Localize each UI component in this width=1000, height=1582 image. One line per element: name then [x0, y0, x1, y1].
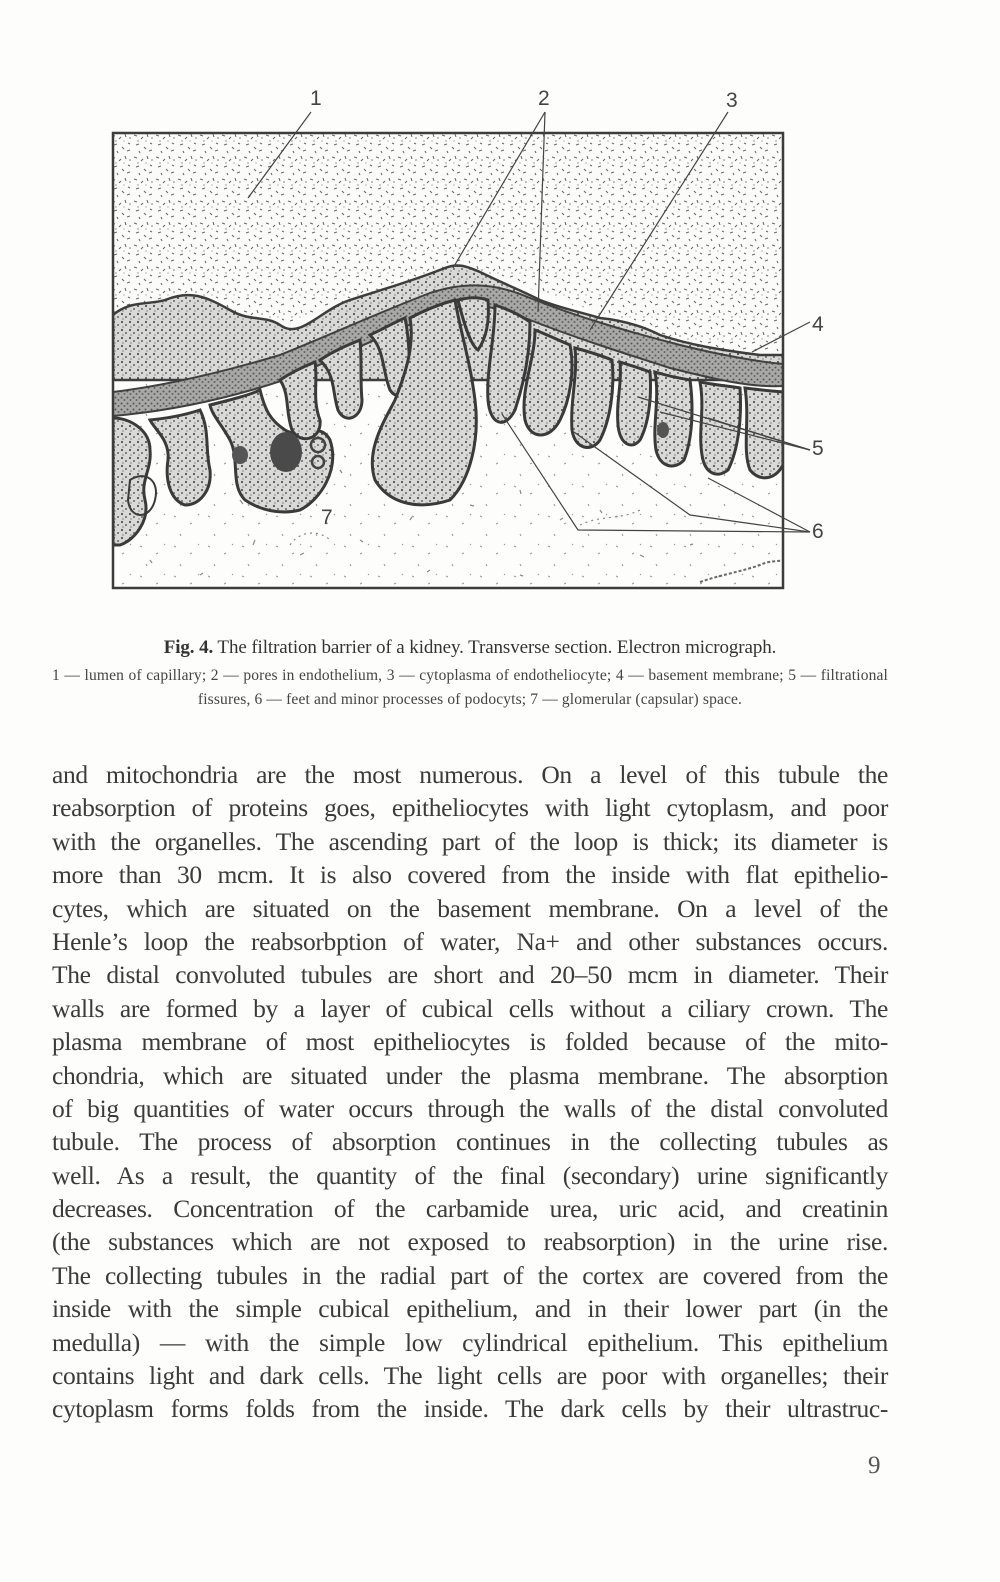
- caption-title: [52, 636, 888, 660]
- figure-4: [0, 0, 1000, 600]
- page-number: 9: [868, 1452, 881, 1479]
- figure-label-4: 4: [812, 313, 824, 336]
- figure-caption: [52, 636, 888, 711]
- figure-label-6: 6: [812, 520, 824, 543]
- text-line: plasma membrane of most epitheliocytes is folded because of the mito-: [52, 1027, 888, 1057]
- text-line: cytoplasm forms folds from the inside. The dark cells by their ultrastruc-: [52, 1394, 888, 1424]
- caption-legend: 1 — lumen of capillary; 2 — pores in endothelium, 3 — cytoplasma of endotheliocyte; 4 — basement membrane; 5 — filtrational fissures, 6 — feet and minor processes of podocyts; 7 — glomerular (capsular) space.: [52, 667, 888, 708]
- text-line: and mitochondria are the most numerous. On a level of this tubule the: [52, 760, 888, 789]
- text-line: reabsorption of proteins goes, epitheliocytes with light cytoplasm, and poor: [52, 793, 888, 823]
- figure-label-1: 1: [310, 87, 322, 110]
- text-line: tubule. The process of absorption continues in the collecting tubules as: [52, 1127, 888, 1157]
- text-line: medulla) — with the simple low cylindrical epithelium. This epithelium: [52, 1327, 888, 1357]
- text-line: well. As a result, the quantity of the final (secondary) urine significantly: [52, 1160, 888, 1190]
- figure-label-3: 3: [726, 89, 738, 112]
- text-line: (the substances which are not exposed to reabsorption) in the urine rise.: [52, 1227, 888, 1257]
- text-line: chondria, which are situated under the plasma membrane. The absorption: [52, 1060, 888, 1090]
- text-line: more than 30 mcm. It is also covered from the inside with flat epithelio-: [52, 860, 888, 890]
- text-line: walls are formed by a layer of cubical cells without a ciliary crown. The: [52, 993, 888, 1023]
- caption-title-text: The filtration barrier of a kidney. Transverse section. Electron micrograph.: [213, 637, 777, 658]
- text-line: The distal convoluted tubules are short and 20–50 mcm in diameter. Their: [52, 960, 888, 990]
- body-paragraph: [52, 758, 888, 1426]
- figure-label-5: 5: [812, 437, 824, 460]
- text-line: with the organelles. The ascending part of the loop is thick; its diameter is: [52, 826, 888, 856]
- figure-number: Fig. 4.: [163, 637, 214, 658]
- text-line: The collecting tubules in the radial part of the cortex are covered from the: [52, 1260, 888, 1290]
- text-line: decreases. Concentration of the carbamide urea, uric acid, and creatinin: [52, 1194, 888, 1224]
- text-line: cytes, which are situated on the basement membrane. On a level of the: [52, 893, 888, 923]
- text-line: contains light and dark cells. The light cells are poor with organelles; their: [52, 1361, 888, 1391]
- text-line: Henle’s loop the reabsorbption of water, Na+ and other substances occurs.: [52, 926, 888, 956]
- text-line: inside with the simple cubical epithelium, and in their lower part (in the: [52, 1294, 888, 1324]
- figure-label-7: 7: [321, 506, 333, 529]
- text-line: of big quantities of water occurs through the walls of the distal convoluted: [52, 1093, 888, 1123]
- micrograph-drawing: [0, 0, 1000, 600]
- figure-label-2: 2: [538, 87, 550, 110]
